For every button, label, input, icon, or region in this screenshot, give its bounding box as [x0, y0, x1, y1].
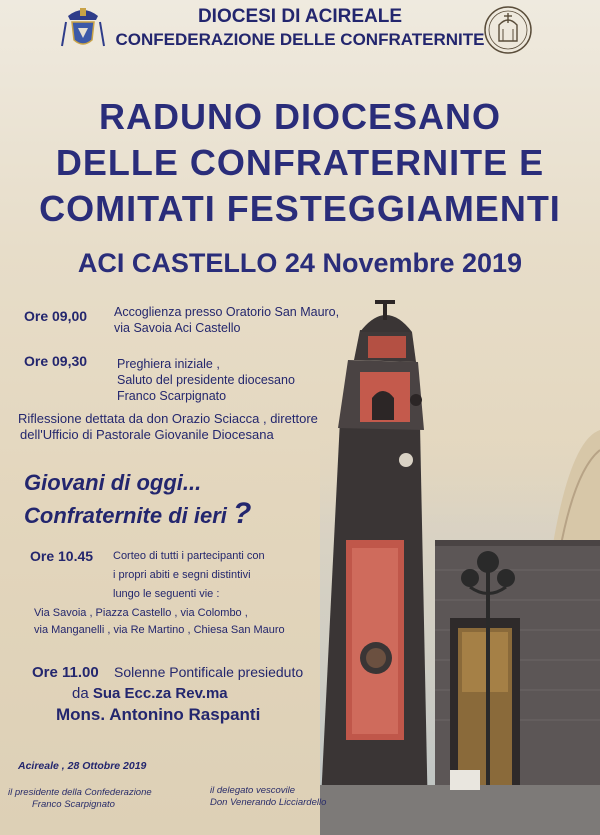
- item3-line4: Via Savoia , Piazza Castello , via Colombo ,: [34, 607, 248, 619]
- signature-1: [8, 787, 152, 811]
- item2-line3: Franco Scarpignato: [117, 389, 227, 403]
- sig1-role: il presidente della Confederazione: [8, 787, 152, 798]
- title-line-2: DELLE CONFRATERNITE E: [55, 142, 545, 183]
- item4-dignitary-title: Sua Ecc.za Rev.ma: [92, 685, 228, 702]
- slogan-line1: Giovani di oggi...: [24, 470, 202, 495]
- item1-time: Ore 09,00: [24, 308, 88, 324]
- item2-line1: Preghiera iniziale ,: [117, 357, 220, 371]
- sig2-role: il delegato vescovile: [210, 785, 296, 796]
- title-line-1: RADUNO DIOCESANO: [98, 96, 501, 137]
- slogan-line2-wrap: [24, 497, 251, 531]
- item2-line2: Saluto del presidente diocesano: [117, 373, 295, 387]
- slogan-line2: Confraternite di ieri: [24, 503, 227, 528]
- item1-line2: via Savoia Aci Castello: [114, 321, 241, 335]
- item1-line1: Accoglienza presso Oratorio San Mauro,: [114, 305, 340, 319]
- item3-line1: Corteo di tutti i partecipanti con: [113, 550, 265, 562]
- item4-line1: Solenne Pontificale presieduto: [114, 664, 304, 680]
- title-line-3: COMITATI FESTEGGIAMENTI: [39, 188, 561, 229]
- item4-bishop-name: Mons. Antonino Raspanti: [56, 705, 261, 724]
- item2-time: Ore 09,30: [24, 353, 88, 369]
- item3-line5: via Manganelli , via Re Martino , Chiesa San Mauro: [34, 624, 285, 636]
- header-confederation: CONFEDERAZIONE DELLE CONFRATERNITE: [115, 30, 485, 49]
- church-tower-photo: [320, 300, 600, 835]
- sig1-name: Franco Scarpignato: [32, 799, 115, 810]
- item4-line2: [72, 685, 228, 702]
- reflection-line2: dell'Ufficio di Pastorale Giovanile Diocesana: [20, 427, 274, 442]
- sig2-name: Don Venerando Licciardello: [210, 797, 327, 808]
- item3-line2: i propri abiti e segni distintivi: [113, 569, 251, 581]
- header-diocese: DIOCESI DI ACIREALE: [197, 6, 403, 27]
- reflection-line1: Riflessione dettata da don Orazio Sciacca , direttore: [18, 411, 318, 426]
- item3-time: Ore 10.45: [30, 548, 94, 564]
- item4-time: Ore 11.00: [32, 664, 99, 681]
- footer-date: Acireale , 28 Ottobre 2019: [18, 760, 147, 772]
- place-date: ACI CASTELLO 24 Novembre 2019: [77, 248, 523, 278]
- slogan-question-mark: ?: [233, 497, 252, 530]
- signature-2: [210, 785, 326, 809]
- item3-line3: lungo le seguenti vie :: [113, 588, 220, 600]
- item4-line2-prefix: da: [72, 685, 93, 702]
